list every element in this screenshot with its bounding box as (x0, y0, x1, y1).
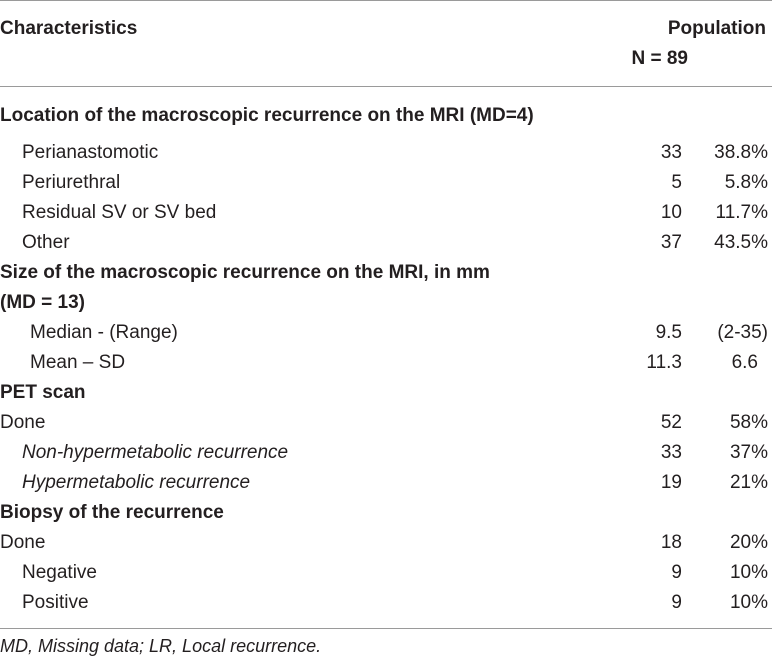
row-n: 9 (671, 562, 682, 583)
table-row (0, 438, 772, 468)
section-title-cont: (MD = 13) (0, 292, 85, 313)
footnote: MD, Missing data; LR, Local recurrence. (0, 636, 322, 656)
header-n: N = 89 (631, 48, 688, 69)
top-rule (0, 0, 772, 1)
row-pct: 21% (729, 472, 768, 493)
row-label: Other (22, 232, 70, 253)
row-label: Mean – SD (30, 352, 126, 373)
header-rule (0, 86, 772, 87)
row-label: Done (0, 412, 46, 433)
table-row (0, 138, 772, 168)
row-n: 5 (671, 172, 682, 193)
header-population: Population (667, 18, 766, 39)
row-n: 18 (660, 532, 682, 553)
row-n: 33 (660, 442, 682, 463)
table-row (0, 198, 772, 228)
row-pct: 10% (729, 592, 768, 613)
table-row (0, 558, 772, 588)
section-title: Biopsy of the recurrence (0, 502, 224, 523)
table-row (0, 168, 772, 198)
row-label: Done (0, 532, 46, 553)
section-title-size-md (0, 288, 772, 318)
row-pct: 6.6 (731, 352, 758, 373)
row-pct: 37% (729, 442, 768, 463)
row-label: Positive (22, 592, 89, 613)
row-pct: 43.5% (714, 232, 768, 253)
row-label: Residual SV or SV bed (22, 202, 217, 223)
table-row (0, 468, 772, 498)
table-row (0, 588, 772, 618)
row-n: 10 (660, 202, 682, 223)
row-pct: (2-35) (717, 322, 768, 343)
row-label: Hypermetabolic recurrence (22, 472, 251, 493)
row-n: 9 (671, 592, 682, 613)
row-n: 33 (660, 142, 682, 163)
table-row (0, 228, 772, 258)
table-row (0, 348, 772, 378)
row-label: Periurethral (22, 172, 121, 193)
header-characteristics: Characteristics (0, 18, 138, 39)
section-title: Location of the macroscopic recurrence on the MRI (MD=4) (0, 105, 534, 126)
section-title: PET scan (0, 382, 86, 403)
section-title-location (0, 101, 772, 131)
row-pct: 20% (729, 532, 768, 553)
row-n: 11.3 (646, 352, 682, 373)
row-label: Negative (22, 562, 97, 583)
table-row (0, 408, 772, 438)
row-label: Perianastomotic (22, 142, 159, 163)
row-pct: 10% (729, 562, 768, 583)
row-pct: 5.8% (724, 172, 768, 193)
row-label: Non-hypermetabolic recurrence (22, 442, 289, 463)
bottom-rule (0, 628, 772, 629)
table-row (0, 318, 772, 348)
table-row (0, 528, 772, 558)
row-n: 37 (660, 232, 682, 253)
row-n: 52 (660, 412, 682, 433)
row-pct: 11.7% (715, 202, 768, 223)
row-label: Median - (Range) (30, 322, 178, 343)
row-pct: 58% (729, 412, 768, 433)
row-pct: 38.8% (714, 142, 768, 163)
section-title-pet (0, 378, 772, 408)
row-n: 19 (660, 472, 682, 493)
section-title: Size of the macroscopic recurrence on the MRI, in mm (0, 262, 490, 283)
section-title-biopsy (0, 498, 772, 528)
row-n: 9.5 (655, 322, 682, 343)
section-title-size (0, 258, 772, 288)
